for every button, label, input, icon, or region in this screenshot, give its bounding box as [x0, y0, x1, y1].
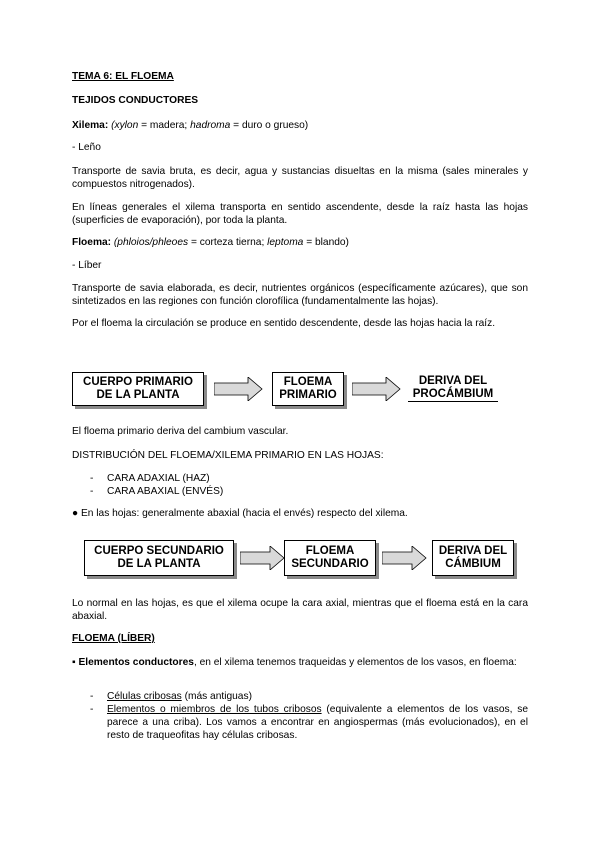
xilema-paragraph-1: Transporte de savia bruta, es decir, agua y sustancias disueltas en la misma (sales minerales y compuestos nitrogenados). [72, 166, 528, 190]
floema-paragraph-1: Transporte de savia elaborada, es decir, nutrientes orgánicos (específicamente azúcares), que son sintetizados en las regiones con función clorofílica (fundamentalmente las hojas). [72, 283, 528, 307]
section-heading-floema-liber: FLOEMA (LÍBER) [72, 633, 155, 644]
flow2-arrow-1-icon [240, 546, 286, 570]
list-item: - Células cribosas (más antiguas) [72, 690, 528, 703]
section-heading-tejidos: TEJIDOS CONDUCTORES [72, 95, 199, 106]
flow1-label-procambium: DERIVA DEL PROCÁMBIUM [408, 375, 498, 402]
flow1-box-cuerpo-primario: CUERPO PRIMARIO DE LA PLANTA [72, 372, 204, 406]
list-item: - Elementos o miembros de los tubos cribosos (equivalente a elementos de los vasos, se parece a una criba). Los vamos a encontrar en angiospermas (más evolucionados), en el resto de traqueofitas hay células cribosas. [72, 703, 528, 742]
floema-definition: Floema: (phloios/phleoes = corteza tierna; leptoma = blando) [72, 237, 349, 248]
conductive-elements-paragraph: ▪ Elementos conductores, en el xilema tenemos traqueidas y elementos de los vasos, en floema: [72, 657, 517, 668]
flow2-box-cuerpo-secundario: CUERPO SECUNDARIO DE LA PLANTA [84, 540, 234, 576]
xilema-paragraph-2: En líneas generales el xilema transporta en sentido ascendente, desde la raíz hasta las hojas (superficies de evaporación), por toda la planta. [72, 202, 528, 226]
flow2-box-cambium: DERIVA DEL CÁMBIUM [432, 540, 514, 576]
flow-diagram-primary [72, 371, 528, 411]
distribution-list [72, 472, 528, 498]
xilema-synonym: - Leño [72, 142, 101, 153]
primary-origin-sentence: El floema primario deriva del cambium vascular. [72, 426, 289, 437]
document-title: TEMA 6: EL FLOEMA [72, 71, 174, 82]
list-item: - CARA ADAXIAL (HAZ) [72, 472, 528, 485]
floema-term: Floema: [72, 237, 112, 248]
floema-synonym: - Líber [72, 260, 102, 271]
distribution-note: ● En las hojas: generalmente abaxial (hacia el envés) respecto del xilema. [72, 508, 408, 519]
flow2-box-floema-secundario: FLOEMA SECUNDARIO [284, 540, 376, 576]
leaf-position-sentence: Lo normal en las hojas, es que el xilema ocupe la cara axial, mientras que el floema está en la cara abaxial. [72, 598, 528, 622]
flow1-box-floema-primario: FLOEMA PRIMARIO [272, 372, 344, 406]
flow1-arrow-2-icon [352, 377, 402, 401]
list-item: - CARA ABAXIAL (ENVÉS) [72, 485, 528, 498]
distribution-heading: DISTRIBUCIÓN DEL FLOEMA/XILEMA PRIMARIO EN LAS HOJAS: [72, 450, 384, 461]
conductive-elements-list [72, 690, 528, 742]
xilema-definition: Xilema: (xylon = madera; hadroma = duro o grueso) [72, 120, 309, 131]
floema-paragraph-2: Por el floema la circulación se produce en sentido descendente, desde las hojas hacia la raíz. [72, 318, 496, 329]
flow2-arrow-2-icon [382, 546, 428, 570]
flow1-arrow-1-icon [214, 377, 264, 401]
flow-diagram-secondary [72, 538, 528, 578]
xilema-term: Xilema: [72, 120, 109, 131]
